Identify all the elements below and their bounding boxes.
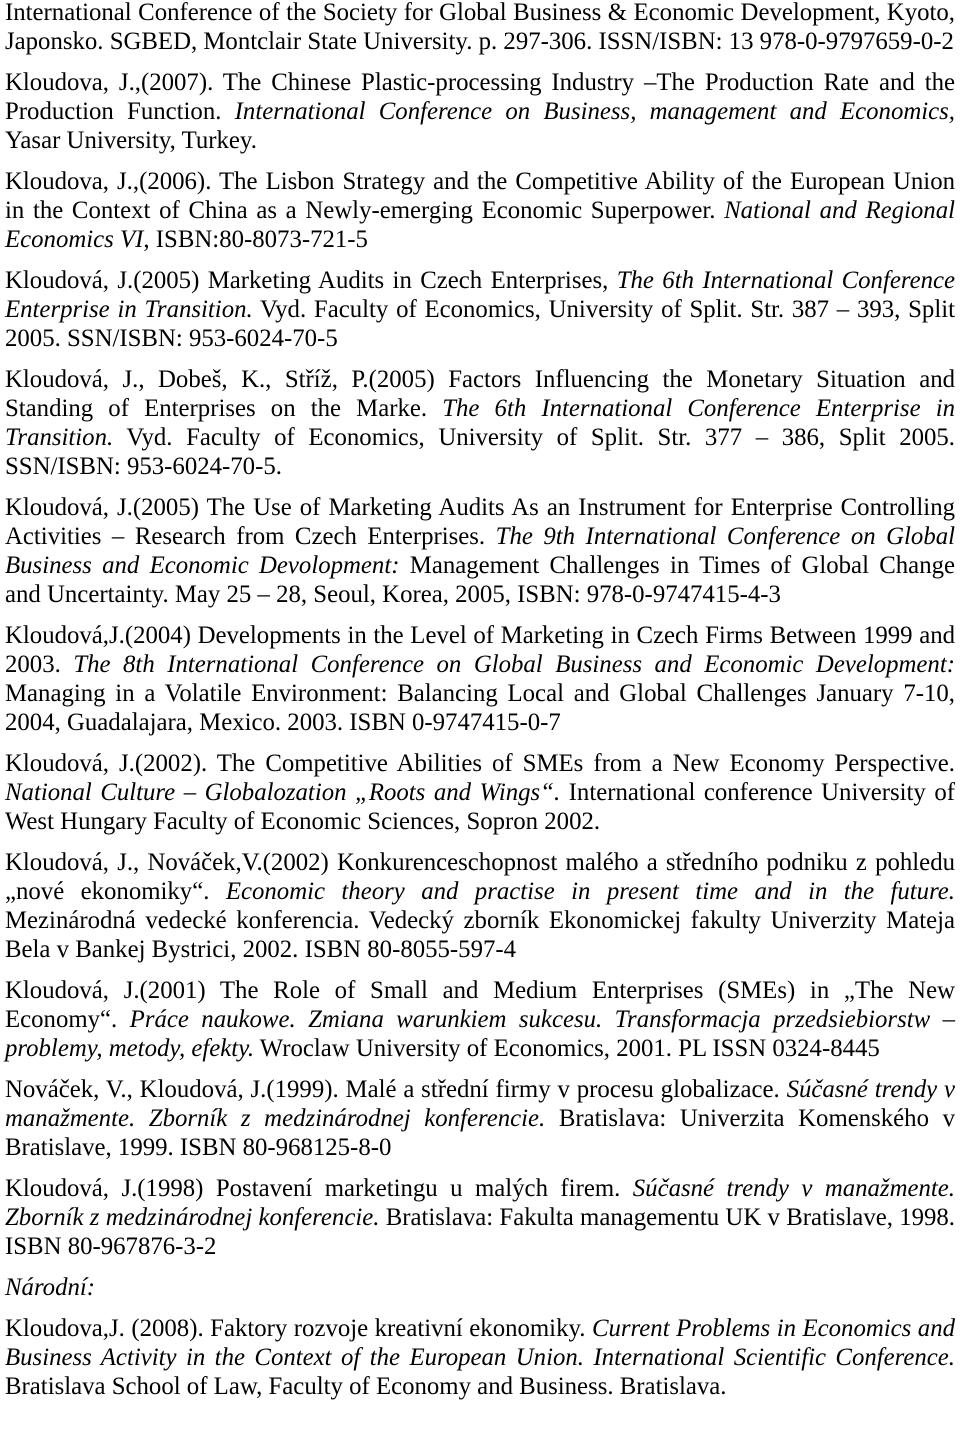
section-heading xyxy=(5,1273,955,1302)
reference-text: Nováček, V., Kloudová, J.(1999). Malé a střední firmy v procesu globalizace. xyxy=(5,1076,787,1103)
reference-italic-text: Súčasné trendy v manažmente. Zborník z medzinárodnej konferencie. xyxy=(5,1175,955,1231)
reference-italic-text: Current Problems in Economics and Business Activity in the Context of the European Union. International Scientific Conference. xyxy=(5,1315,956,1371)
reference-entry xyxy=(5,493,955,609)
reference-entry xyxy=(5,1174,955,1261)
reference-text: Vyd. Faculty of Economics, University of Split. Str. 377 – 386, Split 2005. SSN/ISBN: 953-6024-70-5. xyxy=(5,424,955,480)
reference-text: Mezinárodná vedecké konferencia. Vedecký zborník Ekonomickej fakulty Univerzity Mateja Bela v Bankej Bystrici, 2002. ISBN 80-8055-597-4 xyxy=(5,907,955,963)
reference-text: Kloudová, J.(2001) The Role of Small and Medium Enterprises (SMEs) in „The New Economy“. xyxy=(5,977,955,1033)
reference-text: Kloudová, J., Nováček,V.(2002) Konkurenceschopnost malého a středního podniku z pohledu „nové ekonomiky“. xyxy=(5,849,955,905)
reference-text: , ISBN:80-8073-721-5 xyxy=(143,226,368,253)
reference-text: Vyd. Faculty of Economics, University of Split. Str. 387 – 393, Split 2005. SSN/ISBN: 953-6024-70-5 xyxy=(5,296,955,352)
reference-text: Kloudová, J.(2002). The Competitive Abilities of SMEs from a New Economy Perspective. xyxy=(5,750,955,777)
reference-entry xyxy=(5,167,955,254)
reference-entry xyxy=(5,976,955,1063)
reference-entry xyxy=(5,266,955,353)
reference-text: Bratislava: Univerzita Komenského v Bratislave, 1999. ISBN 80-968125-8-0 xyxy=(5,1105,955,1161)
reference-entry xyxy=(5,1314,955,1401)
reference-entry xyxy=(5,365,955,481)
reference-italic-text: The 9th International Conference on Global Business and Economic Devolopment: xyxy=(5,523,956,579)
reference-text: Kloudová,J.(2004) Developments in the Level of Marketing in Czech Firms Between 1999 and 2003. xyxy=(5,622,955,678)
reference-entry xyxy=(5,0,955,56)
reference-text: Kloudová, J.(2005) Marketing Audits in Czech Enterprises, xyxy=(5,267,617,294)
reference-text: Bratislava: Fakulta managementu UK v Bratislave, 1998. ISBN 80-967876-3-2 xyxy=(5,1204,955,1260)
reference-text: Management Challenges in Times of Global Change and Uncertainty. May 25 – 28, Seoul, Korea, 2005, ISBN: 978-0-9747415-4-3 xyxy=(5,552,955,608)
reference-text: Bratislava School of Law, Faculty of Economy and Business. Bratislava. xyxy=(5,1373,727,1400)
reference-italic-text: Práce naukowe. Zmiana warunkiem sukcesu. Transformacja przedsiebiorstw – problemy, metody, efekty. xyxy=(5,1006,955,1062)
reference-italic-text: Národní: xyxy=(5,1274,96,1301)
reference-text: Kloudová, J.(2005) The Use of Marketing Audits As an Instrument for Enterprise Controlling Activities – Research from Czech Enterprises. xyxy=(5,494,955,550)
reference-entry xyxy=(5,1075,955,1162)
reference-italic-text: The 6th International Conference Enterprise in Transition. xyxy=(5,395,956,451)
reference-italic-text: National Culture – Globalozation „Roots and Wings“. xyxy=(5,779,561,806)
reference-italic-text: International Conference on Business, management and Economics, xyxy=(234,98,956,125)
reference-text: Kloudova, J.,(2007). The Chinese Plastic-processing Industry –The Production Rate and the Production Function. xyxy=(5,69,955,125)
reference-text: Kloudová, J., Dobeš, K., Stříž, P.(2005) Factors Influencing the Monetary Situation and Standing of Enterprises on the Marke. xyxy=(5,366,955,422)
reference-text: Kloudová, J.(1998) Postavení marketingu u malých firem. xyxy=(5,1175,633,1202)
reference-text: International conference University of West Hungary Faculty of Economic Sciences, Sopron 2002. xyxy=(5,779,955,835)
reference-italic-text: The 8th International Conference on Global Business and Economic Development: xyxy=(73,651,955,678)
reference-entry xyxy=(5,68,955,155)
reference-italic-text: Súčasné trendy v manažmente. Zborník z medzinárodnej konferencie. xyxy=(5,1076,955,1132)
reference-text: International Conference of the Society for Global Business & Economic Development, Kyoto, Japonsko. SGBED, Montclair State University. p. 297-306. ISSN/ISBN: 13 978-0-9797659-0-2 xyxy=(5,0,955,55)
reference-text: Managing in a Volatile Environment: Balancing Local and Global Challenges January 7-10, 2004, Guadalajara, Mexico. 2003. ISBN 0-9747415-0-7 xyxy=(5,680,955,736)
reference-text: Kloudova, J.,(2006). The Lisbon Strategy and the Competitive Ability of the European Union in the Context of China as a Newly-emerging Economic Superpower. xyxy=(5,168,955,224)
reference-italic-text: Economic theory and practise in present time and in the future. xyxy=(225,878,956,905)
reference-text: Wroclaw University of Economics, 2001. PL ISSN 0324-8445 xyxy=(254,1035,880,1062)
reference-text: Kloudova,J. (2008). Faktory rozvoje kreativní ekonomiky. xyxy=(5,1315,592,1342)
reference-text: Yasar University, Turkey. xyxy=(5,127,257,154)
reference-entry xyxy=(5,749,955,836)
reference-italic-text: The 6th International Conference Enterprise in Transition. xyxy=(5,267,955,323)
reference-entry xyxy=(5,848,955,964)
reference-italic-text: National and Regional Economics VI xyxy=(5,197,955,253)
reference-entry xyxy=(5,621,955,737)
